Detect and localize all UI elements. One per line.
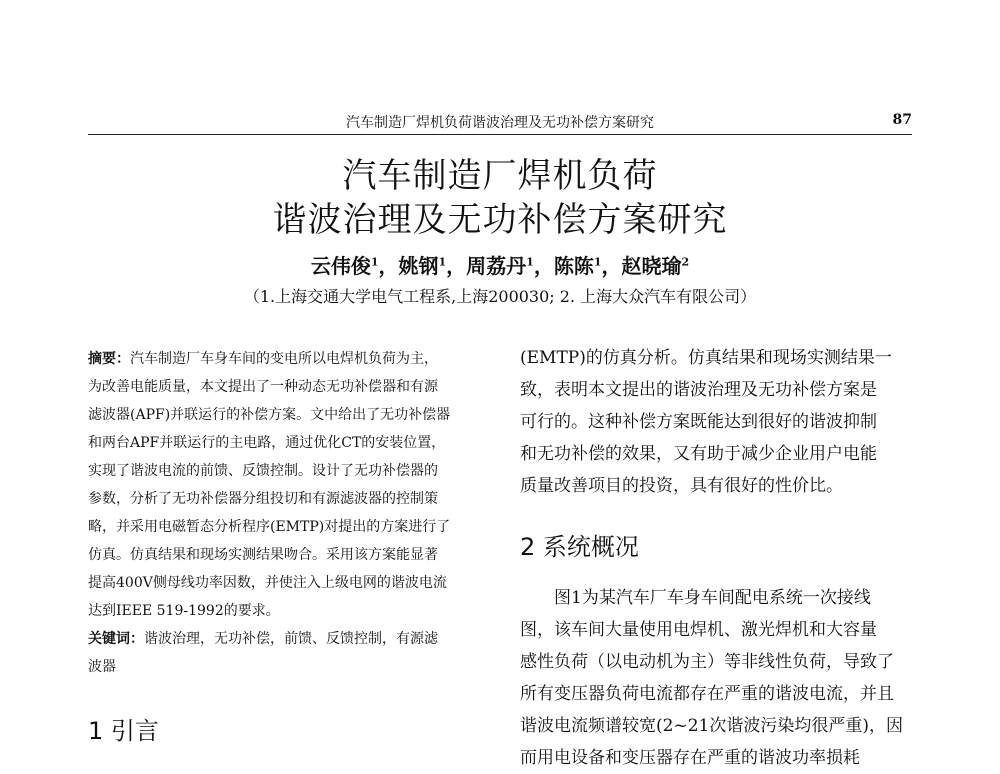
abstract-line: 摘要：汽车制造厂车身车间的变电所以电焊机负荷为主， (88, 351, 438, 367)
section-2-body (520, 582, 916, 774)
body-line: 致，表明本文提出的谐波治理及无功补偿方案是 (520, 380, 877, 400)
body-line: 感性负荷（以电动机为主）等非线性负荷，导致了 (520, 652, 894, 672)
left-column (88, 345, 498, 681)
abstract-line: 仿真。仿真结果和现场实测结果吻合。采用该方案能显著 (88, 547, 438, 563)
affiliation-mark: 1 (526, 255, 534, 269)
body-line: (EMTP)的仿真分析。仿真结果和现场实测结果一 (520, 348, 892, 368)
abstract-line: 略，并采用电磁暂态分析程序(EMTP)对提出的方案进行了 (88, 519, 451, 535)
author-name: 陈陈 (553, 254, 594, 278)
author-name: 姚钢 (398, 254, 439, 278)
affiliation-mark: 1 (438, 255, 447, 269)
affiliation-mark: 2 (681, 255, 690, 269)
body-line: 所有变压器负荷电流都存在严重的谐波电流，并且 (520, 684, 894, 704)
running-header (88, 110, 912, 135)
affiliation-mark: 1 (370, 255, 379, 269)
running-title: 汽车制造厂焊机负荷谐波治理及无功补偿方案研究 (346, 115, 654, 131)
abstract-label: 摘要： (88, 351, 130, 367)
author-name: 周荔丹 (466, 254, 527, 278)
abstract-line: 达到IEEE 519-1992的要求。 (88, 603, 280, 619)
abstract-line: 滤波器(APF)并联运行的补偿方案。文中给出了无功补偿器 (88, 407, 451, 423)
keywords-line: 关键词：谐波治理，无功补偿，前馈、反馈控制，有源滤 (88, 631, 438, 647)
body-line: 而用电设备和变压器存在严重的谐波功率损耗 (520, 748, 860, 768)
keywords-line: 波器 (88, 659, 116, 675)
right-column-continuation (520, 342, 916, 502)
abstract-line: 为改善电能质量，本文提出了一种动态无功补偿器和有源 (88, 379, 438, 395)
author-separator: ， (446, 254, 467, 278)
abstract-line: 参数，分析了无功补偿器分组投切和有源滤波器的控制策 (88, 491, 438, 507)
paper-title-line-2: 谐波治理及无功补偿方案研究 (272, 200, 728, 240)
keywords-label: 关键词： (88, 631, 144, 647)
section-2-heading: 2 系统概况 (520, 533, 639, 561)
body-line: 图，该车间大量使用电焊机、激光焊机和大容量 (520, 620, 877, 640)
body-line: 谐波电流频谱较宽(2~21次谐波污染均很严重)，因 (520, 716, 903, 736)
section-1-heading: 1 引言 (88, 717, 159, 745)
abstract-line: 实现了谐波电流的前馈、反馈控制。设计了无功补偿器的 (88, 463, 438, 479)
author-separator: ， (378, 254, 399, 278)
author-list (0, 250, 1000, 279)
affiliation-mark: 1 (593, 255, 602, 269)
body-line: 质量改善项目的投资，具有很好的性价比。 (520, 476, 843, 496)
author-separator: ， (533, 254, 554, 278)
body-line: 和无功补偿的效果，又有助于减少企业用户电能 (520, 444, 877, 464)
paper-title-line-1: 汽车制造厂焊机负荷 (342, 156, 658, 196)
abstract-line: 和两台APF并联运行的主电路，通过优化CT的安装位置， (88, 435, 446, 451)
affiliation-line: （1.上海交通大学电气工程系,上海200030; 2. 上海大众汽车有限公司） (243, 287, 757, 306)
author-name: 云伟俊 (310, 254, 371, 278)
body-line: 可行的。这种补偿方案既能达到很好的谐波抑制 (520, 412, 877, 432)
author-name: 赵晓瑜 (621, 254, 682, 278)
author-separator: ， (601, 254, 622, 278)
body-line: 图1为某汽车厂车身车间配电系统一次接线 (554, 588, 871, 608)
abstract-line: 提高400V侧母线功率因数，并使注入上级电网的谐波电流 (88, 575, 447, 591)
page-number: 87 (892, 112, 912, 128)
